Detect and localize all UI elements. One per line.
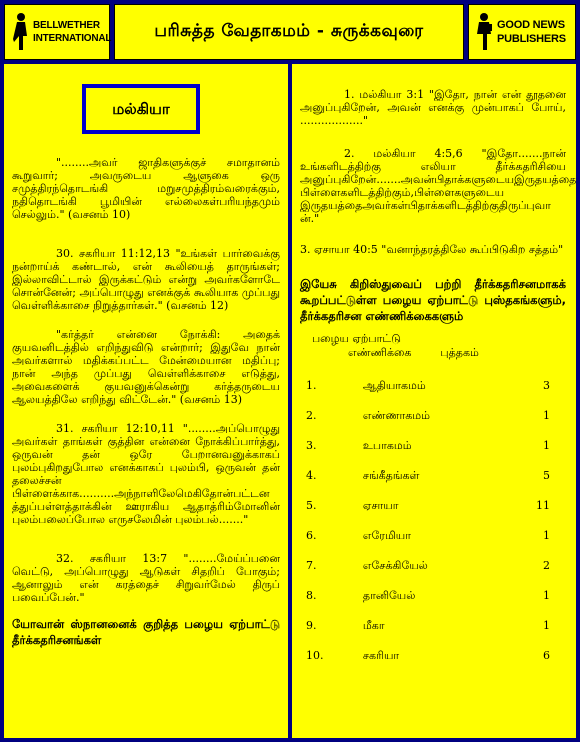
paragraph: 2. மல்கியா 4:5,6 "இதோ.......நான் உங்களிடத்திற்கு எலியா தீர்க்கதரிசியை அனுப்புகிறேன்.......அவன்பிதாக்களுடையஇருதயத்தை பிள்ளைகளிடத்திற்கும்,பிள்ளைகளுடைய இருதயத்தைஅவர்கள்பிதாக்களிடத்திற்குதிருப்புவா ன்." — [300, 147, 577, 225]
prophecy-count: 11 — [536, 498, 550, 512]
book-name: ஆதியாகமம் — [362, 378, 426, 392]
publisher-figure-icon — [475, 12, 493, 52]
paragraph: 3. ஏசாயா 40:5 "வனாந்தரத்திலே கூப்பிடுகிற சத்தம்" — [300, 243, 564, 256]
prophecy-count: 6 — [543, 648, 550, 662]
row-number: 5. — [306, 498, 317, 512]
paragraph: "........அவர் ஜாதிகளுக்குச் சமாதானம் கூறுவார்; அவருடைய ஆளுகை ஒரு சமுத்திரந்தொடங்கி மறுசமுத்திரம்வரைக்கும், நதிதொடங்கி பூமியின் எல்லைகள்பரியந்தமும் செல்லும்." (வசனம் 10) — [12, 156, 280, 221]
paragraph: 31. சகரியா 12:10,11 "........அப்பொழுது அவர்கள் தாங்கள் குத்தின என்னை நோக்கிப்பார்த்து, ஒருவன் தன் ஒரே பேறானவனுக்காகப் புலம்புகிறதுபோல எனக்காகப் புலம்பி, ஒருவன் தன் தலைச்சன் பிள்ளைக்காக..........அந்நாளிலேமெகிதோன்பட்டன த்துப்பள்ளத்தாக்கின் ஊராகிய ஆதாத்ரிம்மோனின் புலம்பலைப்போல எருசலேமின் புலம்பல்......." — [12, 422, 280, 526]
logo-line-1: GOOD NEWS — [497, 19, 565, 31]
table-row — [300, 370, 556, 400]
logo-line-1: BELLWETHER — [33, 20, 100, 31]
right-logo-box — [468, 4, 576, 60]
table-row — [300, 430, 556, 460]
row-number: 7. — [306, 558, 317, 572]
row-number: 10. — [306, 648, 324, 662]
table-row — [300, 640, 556, 670]
table-row — [300, 490, 556, 520]
book-name: சங்கீதங்கள் — [362, 468, 420, 482]
count-column-header: எண்ணிக்கை — [348, 346, 412, 359]
book-name: தானியேல் — [362, 588, 416, 602]
left-column — [4, 64, 288, 648]
paragraph: 32. சகரியா 13:7 "........மேய்ப்பனை வெட்டு, அப்பொழுது ஆடுகள் சிதறிப் போகும்; ஆனாலும் என் கரத்தைச் சிறுவர்மேல் திருப் பவைப்பேன்." — [12, 552, 280, 604]
prophecy-count: 1 — [543, 618, 550, 632]
row-number: 2. — [306, 408, 317, 422]
row-number: 3. — [306, 438, 317, 452]
row-number: 4. — [306, 468, 317, 482]
header-bar — [0, 0, 580, 64]
row-number: 8. — [306, 588, 317, 602]
paragraph: 30. சகரியா 11:12,13 "உங்கள் பார்வைக்கு நன்றாய்க் கண்டால், என் கூலியைத் தாருங்கள்; இல்லாவிட்டால் இருக்கட்டும் என்று அவர்களோடே சொன்னேன்; அப்பொழுது எனக்குக் கூலியாக முப்பது வெள்ளிக்காசை நிறுத்தார்கள்." (வசனம் 12) — [12, 247, 280, 312]
book-name: ஏசாயா — [362, 498, 399, 512]
row-number: 9. — [306, 618, 317, 632]
right-column — [292, 64, 576, 670]
row-number: 1. — [306, 378, 317, 392]
table-row — [300, 550, 556, 580]
title-box — [114, 4, 464, 60]
book-name: எண்ணாகமம் — [362, 408, 430, 422]
table-row — [300, 580, 556, 610]
good-news-logo — [469, 5, 575, 59]
bellwether-logo — [5, 5, 112, 59]
book-name: மீகா — [362, 618, 385, 632]
page-title: பரிசுத்த வேதாகமம் - சுருக்கவுரை — [154, 21, 424, 41]
table-row — [300, 460, 556, 490]
prophecy-count: 1 — [543, 588, 550, 602]
row-number: 6. — [306, 528, 317, 542]
table-row — [300, 520, 556, 550]
paragraph: 1. மல்கியா 3:1 "இதோ, நான் என் தூதனை அனுப்புகிறேன், அவன் எனக்கு முன்பாகப் போய், .................." — [300, 88, 566, 127]
table-row — [300, 400, 556, 430]
logo-line-2: INTERNATIONAL — [33, 33, 112, 44]
book-title: மல்கியா — [82, 84, 200, 134]
bellwether-figure-icon — [11, 12, 29, 52]
book-name: சகரியா — [362, 648, 400, 662]
prophecy-table — [300, 370, 556, 670]
left-logo-box — [4, 4, 110, 60]
book-name: எசேக்கியேல் — [362, 558, 428, 572]
section-heading: யோவான் ஸ்நானனைக் குறித்த பழைய ஏற்பாட்டு தீர்க்கதரிசனங்கள் — [12, 617, 280, 647]
table-header — [300, 332, 566, 360]
prophecy-count: 1 — [543, 408, 550, 422]
paragraph: "கர்த்தர் என்னை நோக்கி: அதைக் குயவனிடத்தில் எறிந்துவிடு என்றார்; இதுவே நான் அவர்களால் மதிக்கப்பட்ட மேன்மையான மதிப்பு; நான் அந்த முப்பது வெள்ளிக்காசை எடுத்து, அவைகளைக் குயவனுக்கென்று கர்த்தருடைய ஆலயத்திலே எறிந்து விட்டேன்." (வசனம் 13) — [12, 328, 280, 406]
book-name: உபாகமம் — [362, 438, 412, 452]
table-row — [300, 610, 556, 640]
section-heading: இயேசு கிறிஸ்துவைப் பற்றி தீர்க்கதரிசனமாகக் கூறப்பட்டுள்ள பழைய ஏற்பாட்டு புஸ்தகங்களும், தீர்க்கதரிசன எண்ணிக்கைகளும் — [300, 277, 566, 323]
logo-line-2: PUBLISHERS — [497, 33, 566, 45]
prophecy-count: 5 — [543, 468, 550, 482]
prophecy-count: 2 — [543, 558, 550, 572]
prophecy-count: 3 — [543, 378, 550, 392]
book-column-header: புத்தகம் — [440, 346, 479, 359]
prophecy-count: 1 — [543, 438, 550, 452]
prophecy-count: 1 — [543, 528, 550, 542]
table-header-line-1: பழைய ஏற்பாட்டு — [312, 332, 401, 345]
book-name: எரேமியா — [362, 528, 411, 542]
